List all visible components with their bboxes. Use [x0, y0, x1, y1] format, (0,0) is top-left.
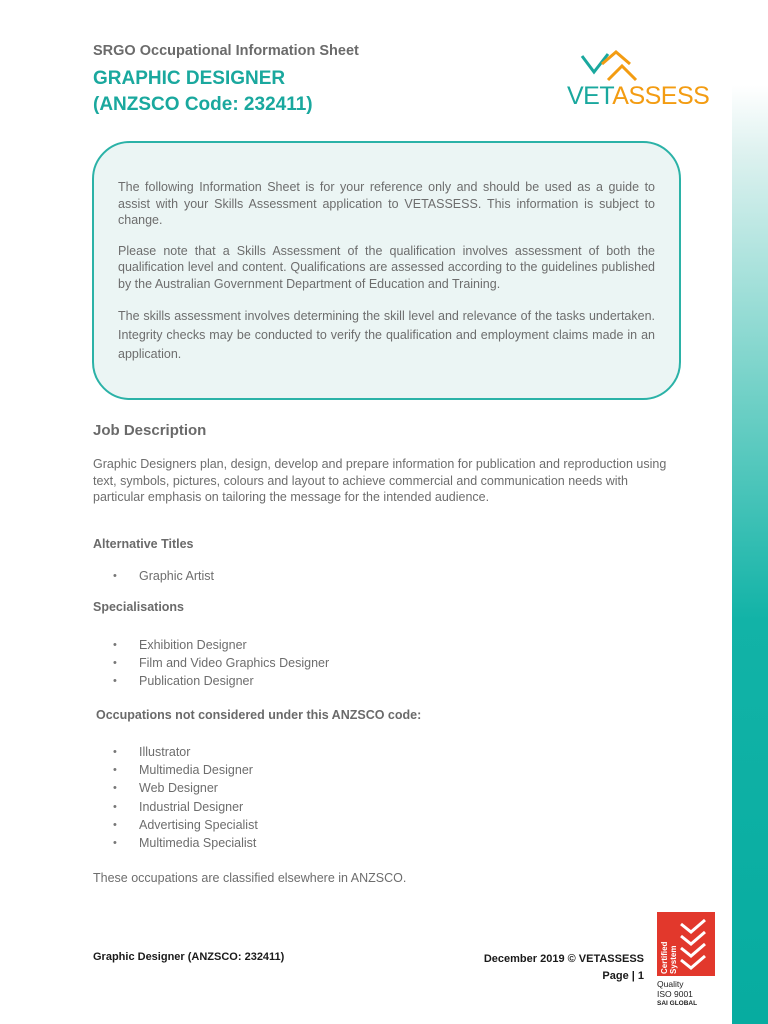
- specialisations-heading: Specialisations: [93, 600, 185, 614]
- list-item: • Multimedia Designer: [113, 761, 258, 779]
- list-item: • Graphic Artist: [113, 567, 214, 585]
- certified-system-icon: [657, 912, 715, 976]
- list-item: • Industrial Designer: [113, 798, 258, 816]
- document-subtitle: SRGO Occupational Information Sheet: [93, 43, 359, 59]
- list-item: • Advertising Specialist: [113, 816, 258, 834]
- list-item: • Web Designer: [113, 779, 258, 797]
- classification-note: These occupations are classified elsewhere in ANZSCO.: [93, 871, 407, 885]
- info-paragraph: Please note that a Skills Assessment of the qualification involves assessment of both the qualification level and content. Qualifications are assessed according to the guidelines published by the Australian Government Department of Education and Training.: [118, 243, 655, 291]
- certified-system-label: Certified System: [660, 941, 678, 974]
- not-considered-heading: Occupations not considered under this ANZSCO code:: [96, 708, 422, 722]
- info-notice-box: [92, 141, 681, 400]
- title-line-1: GRAPHIC DESIGNER: [93, 68, 286, 89]
- checkmarks-icon: [657, 912, 715, 976]
- info-paragraph: The skills assessment involves determining the skill level and relevance of the tasks undertaken. Integrity checks may be conducted to verify the qualification and employment claims made in an application.: [118, 308, 655, 361]
- certification-badge: [655, 912, 717, 1012]
- alternative-titles-heading: Alternative Titles: [93, 537, 194, 551]
- info-paragraph: The following Information Sheet is for your reference only and should be used as a guide to assist with your Skills Assessment application to VETASSESS. This information is subject to change.: [118, 180, 655, 228]
- list-item: • Publication Designer: [113, 672, 329, 690]
- list-item: • Illustrator: [113, 743, 258, 761]
- footer-date-page: [484, 951, 644, 985]
- logo-wordmark: VETASSESS: [567, 82, 710, 110]
- alternative-titles-list: [113, 567, 214, 585]
- vetassess-logo: [564, 50, 710, 120]
- footer-document-title: Graphic Designer (ANZSCO: 232411): [93, 951, 285, 963]
- cert-iso: ISO 9001: [657, 989, 693, 999]
- job-description-heading: Job Description: [93, 422, 207, 439]
- specialisations-list: [113, 636, 329, 691]
- list-item: • Film and Video Graphics Designer: [113, 654, 329, 672]
- logo-mark-icon: [578, 50, 658, 82]
- page-number: Page | 1: [602, 970, 644, 982]
- list-item: • Multimedia Specialist: [113, 834, 258, 852]
- footer-date: December 2019 © VETASSESS: [483, 953, 644, 965]
- title-line-2: (ANZSCO Code: 232411): [93, 94, 313, 115]
- cert-brand: SAI GLOBAL: [657, 1000, 698, 1007]
- decorative-side-bar: [732, 0, 768, 1024]
- page-title: [93, 66, 313, 118]
- job-description-text: Graphic Designers plan, design, develop and prepare information for publication and reproduction using text, symbols, pictures, colours and layout to achieve commercial and communication needs with particular emphasis on tailoring the message for the intended audience.: [93, 457, 667, 505]
- certification-text: [657, 979, 697, 1009]
- cert-quality: Quality: [657, 979, 684, 989]
- list-item: • Exhibition Designer: [113, 636, 329, 654]
- not-considered-list: [113, 743, 258, 852]
